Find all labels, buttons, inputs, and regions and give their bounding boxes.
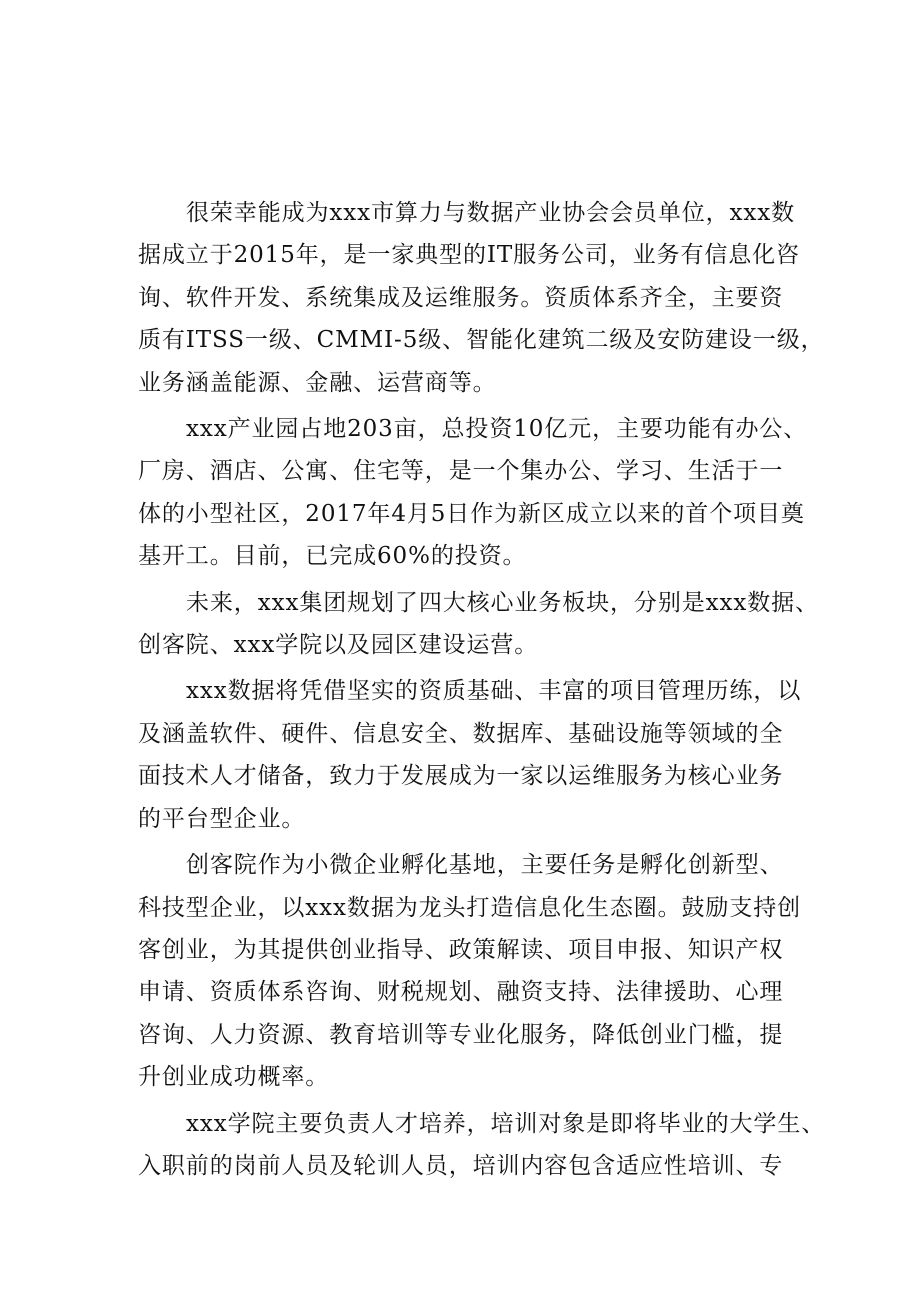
paragraph-industrial-park [138, 408, 808, 578]
text-line: 升创业成功概率。 [138, 1064, 330, 1091]
text-line: 及涵盖软件、硬件、信息安全、数据库、基础设施等领域的全 [138, 720, 784, 747]
text-line: 据成立于2015年，是一家典型的IT服务公司，业务有信息化咨 [138, 242, 800, 269]
text-line: xxx学院主要负责人才培养，培训对象是即将毕业的大学生、 [186, 1110, 826, 1137]
text-line: 入职前的岗前人员及轮训人员，培训内容包含适应性培训、专 [138, 1152, 784, 1179]
text-line: 科技型企业，以xxx数据为龙头打造信息化生态圈。鼓励支持创 [138, 894, 802, 921]
text-line: 面技术人才储备，致力于发展成为一家以运维服务为核心业务 [138, 763, 784, 790]
paragraph-data-company [138, 670, 802, 840]
text-line: 申请、资质体系咨询、财税规划、融资支持、法律援助、心理 [138, 979, 784, 1006]
text-line: 创客院作为小微企业孵化基地，主要任务是孵化创新型、 [186, 852, 784, 879]
text-line: 质有ITSS一级、CMMI-5级、智能化建筑二级及安防建设一级， [138, 327, 825, 354]
text-line: 咨询、人力资源、教育培训等专业化服务，降低创业门槛，提 [138, 1021, 784, 1048]
paragraph-academy [138, 1103, 826, 1188]
text-line: xxx产业园占地203亩，总投资10亿元，主要功能有办公、 [186, 416, 808, 443]
paragraph-maker-institute [138, 844, 802, 1098]
text-line: 体的小型社区，2017年4月5日作为新区成立以来的首个项目奠 [138, 500, 805, 527]
text-line: 的平台型企业。 [138, 805, 306, 832]
text-line: 创客院、xxx学院以及园区建设运营。 [138, 632, 539, 659]
text-line: 基开工。目前，已完成60%的投资。 [138, 543, 527, 570]
paragraph-membership [138, 192, 825, 404]
paragraph-future-plan [138, 582, 819, 667]
text-line: 厂房、酒店、公寓、住宅等，是一个集办公、学习、生活于一 [138, 458, 784, 485]
text-line: 很荣幸能成为xxx市算力与数据产业协会会员单位，xxx数 [186, 200, 796, 226]
text-line: 未来，xxx集团规划了四大核心业务板块，分别是xxx数据、 [186, 589, 819, 616]
text-line: 询、软件开发、系统集成及运维服务。资质体系齐全，主要资 [138, 284, 784, 311]
text-line: xxx数据将凭借坚实的资质基础、丰富的项目管理历练，以 [186, 678, 802, 705]
document-body [138, 192, 826, 1187]
text-line: 客创业，为其提供创业指导、政策解读、项目申报、知识产权 [138, 936, 784, 963]
text-line: 业务涵盖能源、金融、运营商等。 [138, 369, 497, 396]
